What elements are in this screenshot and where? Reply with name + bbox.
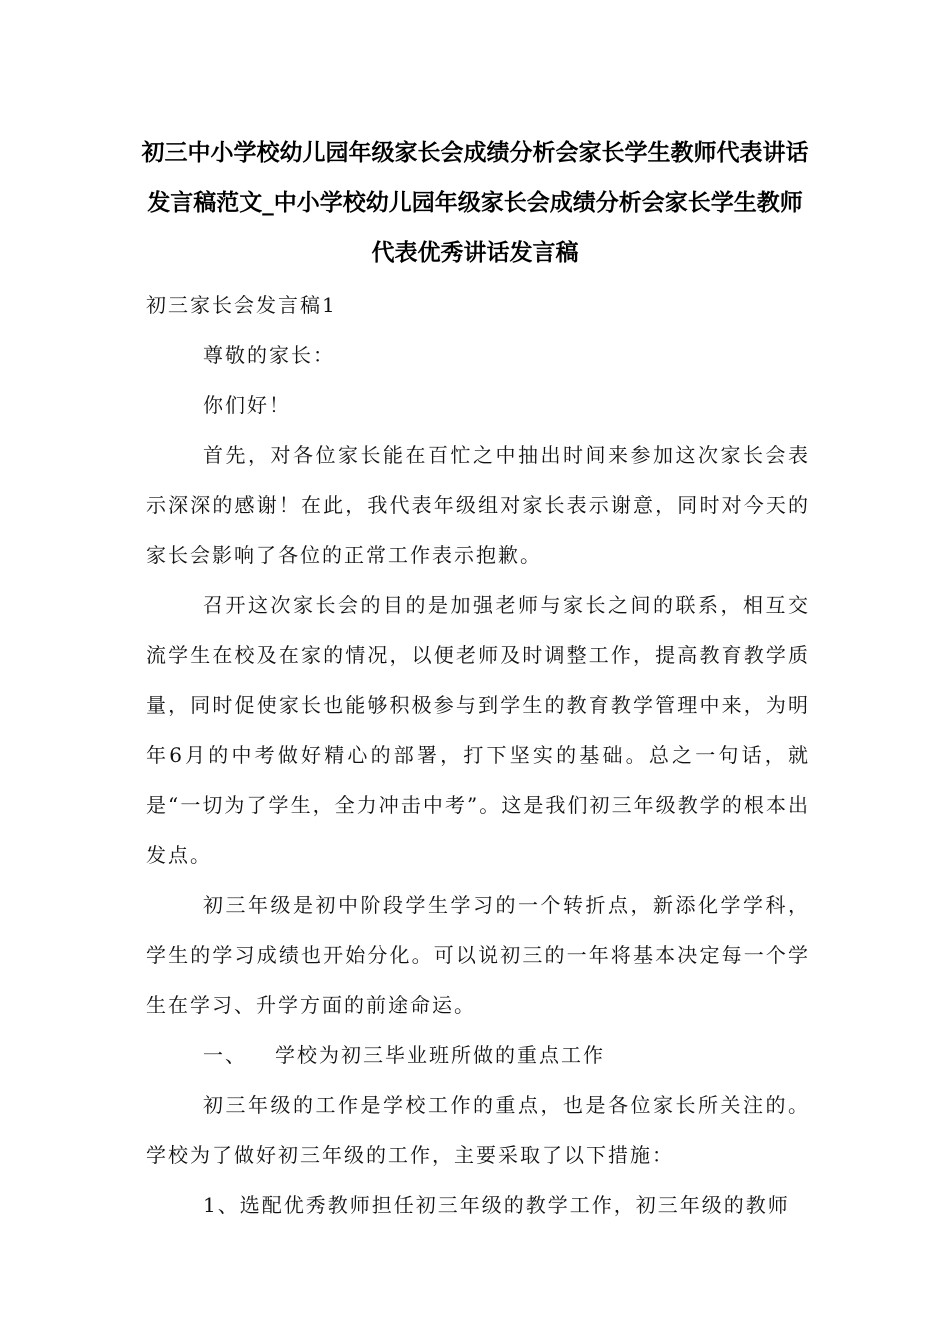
paragraph-purpose: 召开这次家长会的目的是加强老师与家长之间的联系，相互交流学生在校及在家的情况，以便老师及时调整工作，提高教育教学质量，同时促使家长也能够积极参与到学生的教育教学管理中来，为明年6月的中考做好精心的部署，打下坚实的基础。总之一句话，就是“一切为了学生，全力冲击中考”。这是我们初三年级教学的根本出发点。 bbox=[146, 593, 810, 867]
greeting: 你们好！ bbox=[203, 393, 291, 417]
paragraph-turning-point: 初三年级是初中阶段学生学习的一个转折点，新添化学学科，学生的学习成绩也开始分化。可以说初三的一年将基本决定每一个学生在学习、升学方面的前途命运。 bbox=[146, 893, 810, 1017]
paragraph-measure-1: 1、选配优秀教师担任初三年级的教学工作，初三年级的教师 bbox=[203, 1193, 790, 1217]
document-title: 初三中小学校幼儿园年级家长会成绩分析会家长学生教师代表讲话发言稿范文_中小学校幼儿园年级家长会成绩分析会家长学生教师代表优秀讲话发言稿 bbox=[141, 140, 809, 266]
document-body bbox=[146, 280, 810, 1230]
salutation: 尊敬的家长： bbox=[203, 343, 335, 367]
section-heading-text: 学校为初三毕业班所做的重点工作 bbox=[275, 1043, 605, 1067]
section-title: 初三家长会发言稿1 bbox=[146, 293, 337, 317]
paragraph-measures: 初三年级的工作是学校工作的重点，也是各位家长所关注的。学校为了做好初三年级的工作，主要采取了以下措施： bbox=[146, 1093, 810, 1167]
section-heading bbox=[146, 1030, 810, 1080]
paragraph-thanks: 首先，对各位家长能在百忙之中抽出时间来参加这次家长会表示深深的感谢！在此，我代表年级组对家长表示谢意，同时对今天的家长会影响了各位的正常工作表示抱歉。 bbox=[146, 443, 810, 567]
section-heading-number: 一、 bbox=[203, 1043, 247, 1067]
